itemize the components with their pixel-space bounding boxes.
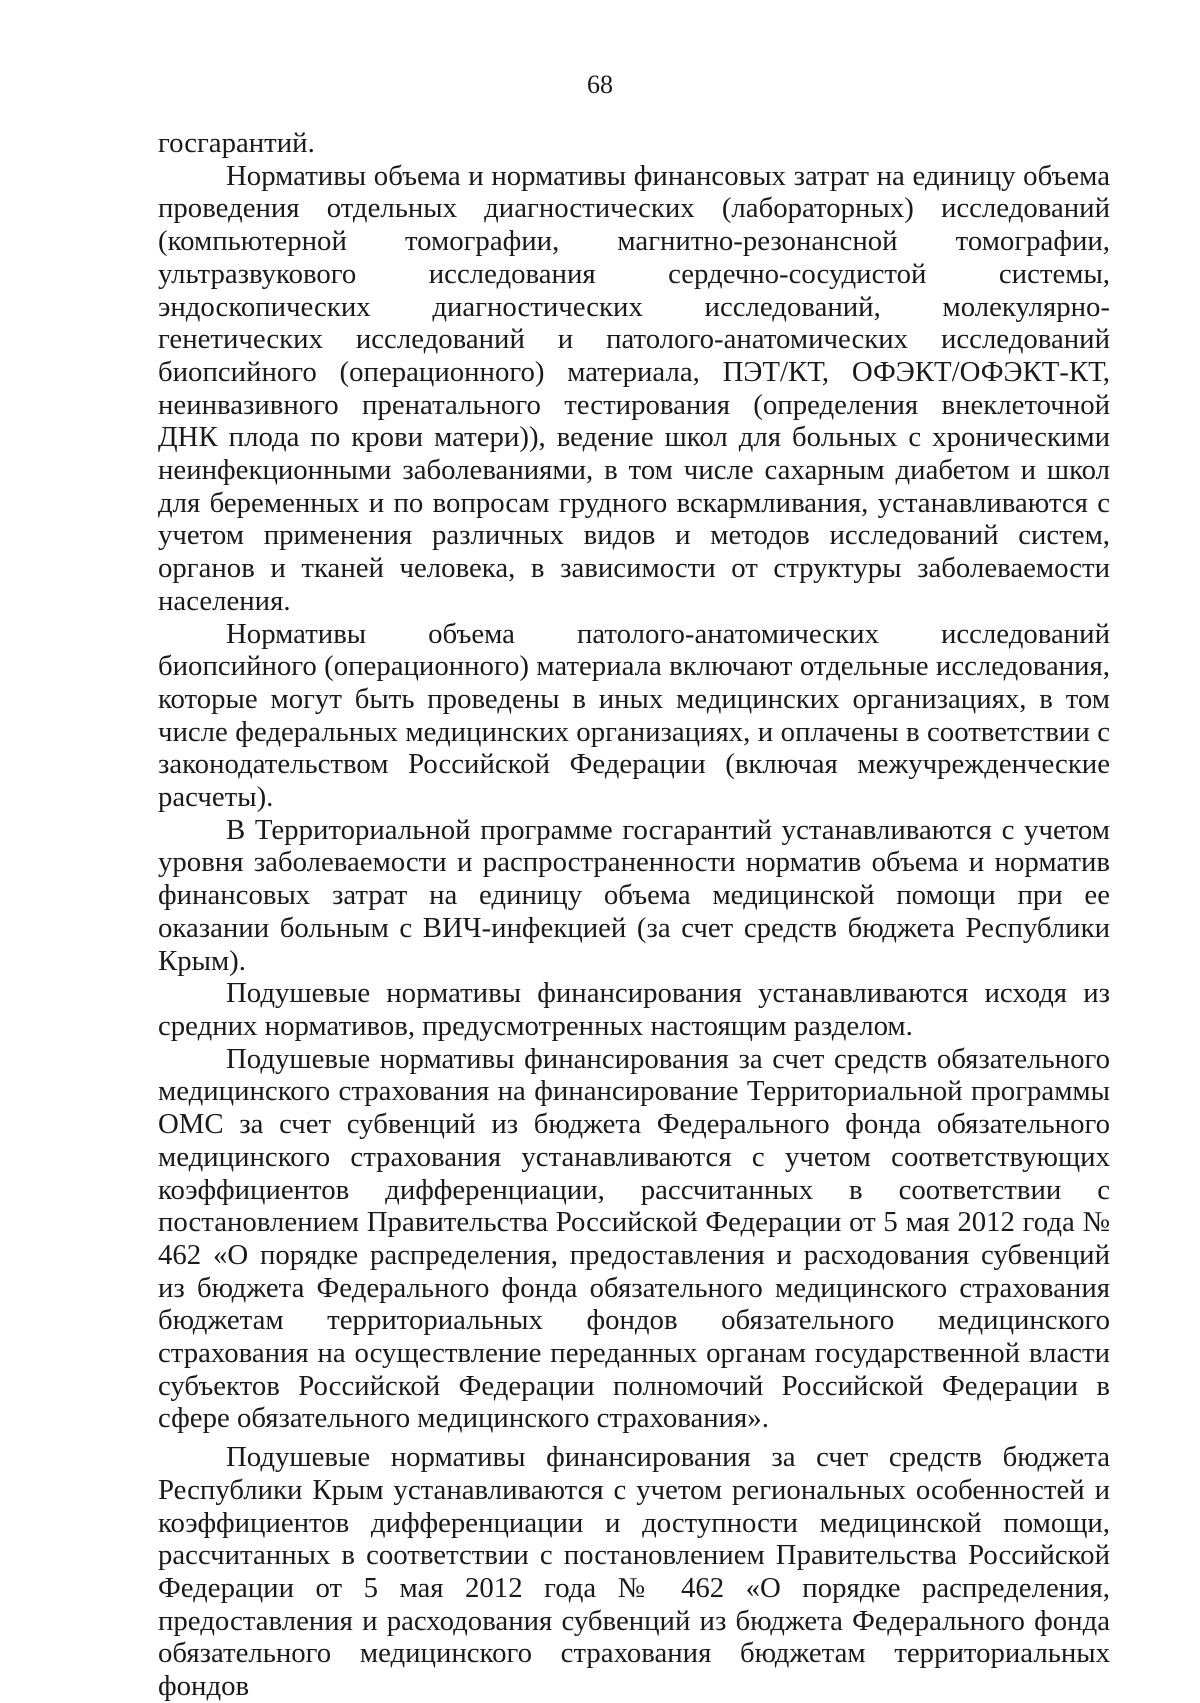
- paragraph-hiv-norms: В Территориальной программе госгарантий устанавливаются с учетом уровня заболеваемости и распространенности норматив объема и норматив финансовых затрат на единицу объема медицинской помощи при ее оказании больным с ВИЧ-инфекцией (за счет средств бюджета Республики Крым).: [158, 813, 1110, 977]
- paragraph-pathology-norms: Нормативы объема патолого-анатомических исследований биопсийного (операционного) материала включают отдельные исследования, которые могут быть проведены в иных медицинских организациях, в том числе федеральных медицинских организациях, и оплачены в соответствии с законодательством Российской Федерации (включая межучрежденческие расчеты).: [158, 617, 1110, 814]
- paragraph-continuation: госгарантий.: [158, 127, 315, 159]
- page-number: 68: [587, 70, 613, 99]
- paragraph-per-capita-norms: Подушевые нормативы финансирования устанавливаются исходя из средних нормативов, предусмотренных настоящим разделом.: [158, 977, 1110, 1042]
- paragraph-crimea-budget-per-capita: Подушевые нормативы финансирования за счет средств бюджета Республики Крым устанавливаются с учетом региональных особенностей и коэффициентов дифференциации и доступности медицинской помощи, рассчитанных в соответствии с постановлением Правительства Российской Федерации от 5 мая 2012 года № 462 «О порядке распределения, предоставления и расходования субвенций из бюджета Федерального фонда обязательного медицинского страхования бюджетам территориальных фондов: [158, 1441, 1110, 1703]
- paragraph-oms-per-capita: Подушевые нормативы финансирования за счет средств обязательного медицинского страхования на финансирование Территориальной программы ОМС за счет субвенций из бюджета Федерального фонда обязательного медицинского страхования устанавливаются с учетом соответствующих коэффициентов дифференциации, рассчитанных в соответствии с постановлением Правительства Российской Федерации от 5 мая 2012 года № 462 «О порядке распределения, предоставления и расходования субвенций из бюджета Федерального фонда обязательного медицинского страхования бюджетам территориальных фондов обязательного медицинского страхования на осуществление переданных органам государственной власти субъектов Российской Федерации полномочий Российской Федерации в сфере обязательного медицинского страхования».: [158, 1042, 1110, 1435]
- paragraph-diagnostic-norms: Нормативы объема и нормативы финансовых затрат на единицу объема проведения отдельных диагностических (лабораторных) исследований (компьютерной томографии, магнитно-резонансной томографии, ультразвукового исследования сердечно-сосудистой системы, эндоскопических диагностических исследований, молекулярно-генетических исследований и патолого-анатомических исследований биопсийного (операционного) материала, ПЭТ/КТ, ОФЭКТ/ОФЭКТ-КТ, неинвазивного пренатального тестирования (определения внеклеточной ДНК плода по крови матери)), ведение школ для больных с хроническими неинфекционными заболеваниями, в том числе сахарным диабетом и школ для беременных и по вопросам грудного вскармливания, устанавливаются с учетом применения различных видов и методов исследований систем, органов и тканей человека, в зависимости от структуры заболеваемости населения.: [158, 159, 1110, 617]
- document-body: [158, 127, 1110, 1703]
